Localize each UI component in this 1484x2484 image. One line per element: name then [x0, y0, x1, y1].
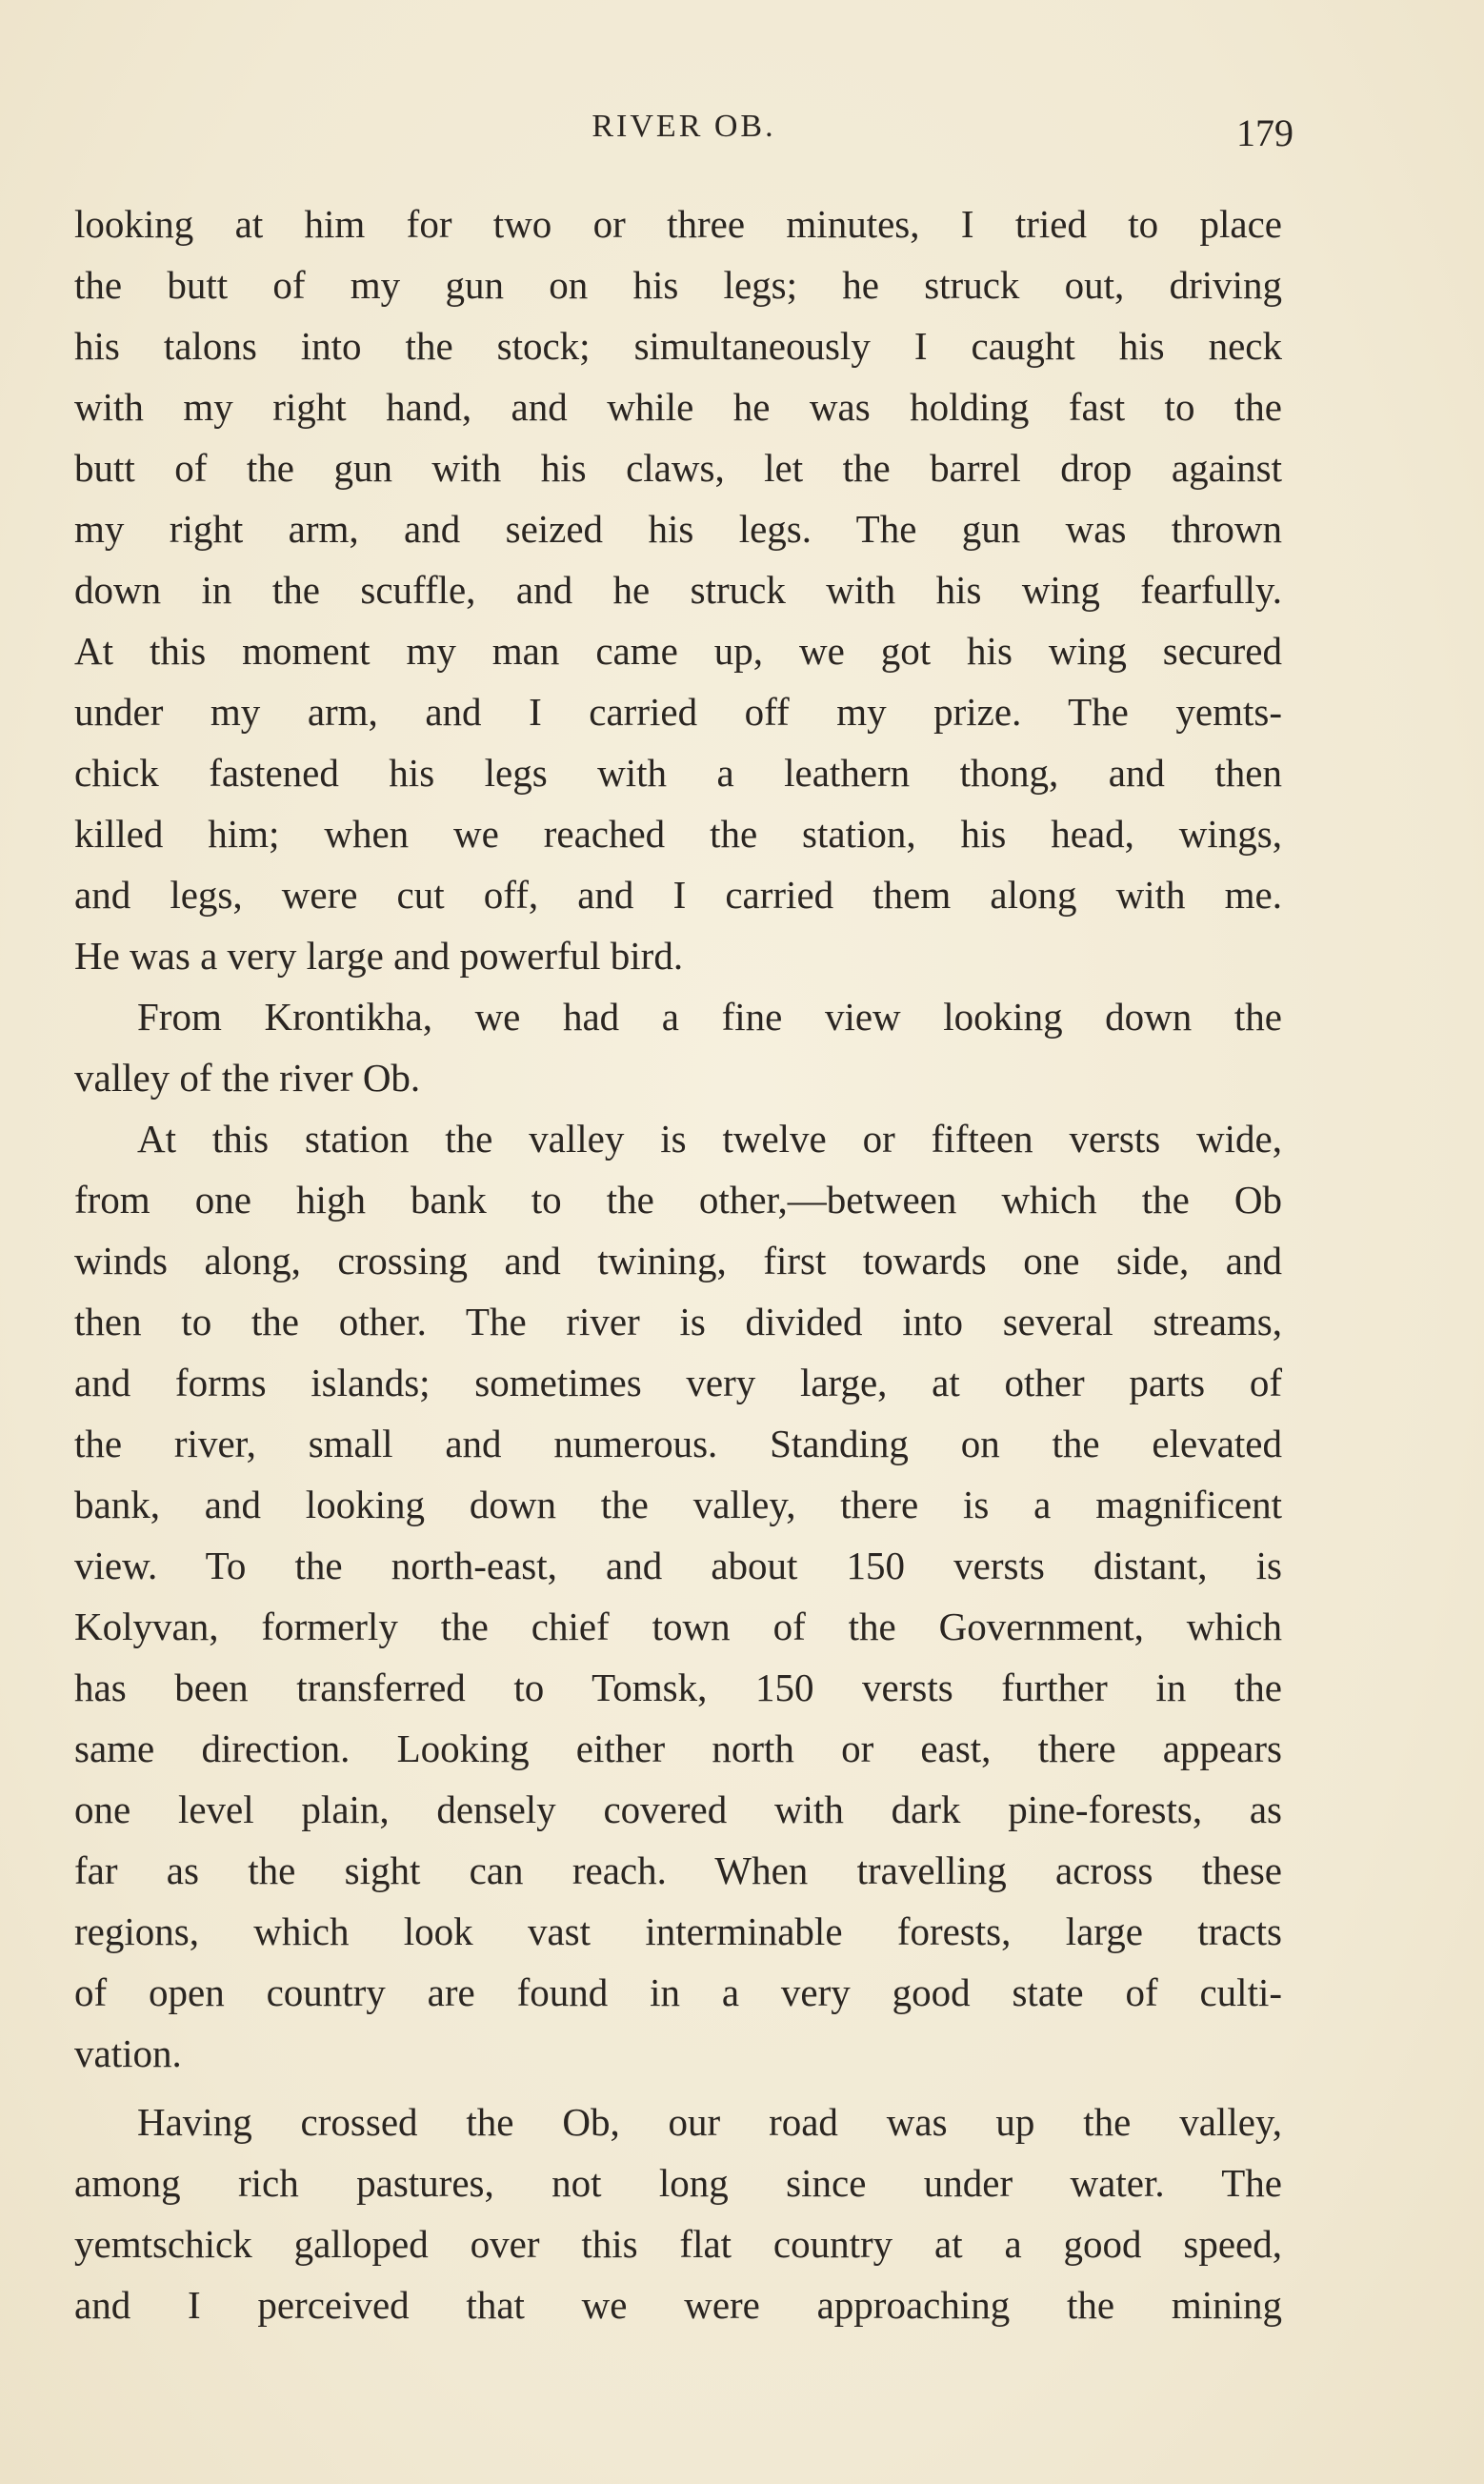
- text-line: yemtschick galloped over this flat country at a good speed,: [74, 2222, 1282, 2266]
- text-line: of open country are found in a very good state of culti-: [74, 1970, 1282, 2014]
- text-line: down in the scuffle, and he struck with his wing fearfully.: [74, 568, 1282, 612]
- text-line: and legs, were cut off, and I carried them along with me.: [74, 873, 1282, 917]
- text-line: At this moment my man came up, we got his wing secured: [74, 629, 1282, 673]
- text-line: the river, small and numerous. Standing on the elevated: [74, 1422, 1282, 1465]
- text-line: vation.: [74, 2031, 182, 2075]
- running-head: RIVER OB.: [592, 109, 776, 144]
- text-line: same direction. Looking either north or east, there appears: [74, 1727, 1282, 1770]
- text-line: the butt of my gun on his legs; he struck out, driving: [74, 263, 1282, 307]
- text-line: bank, and looking down the valley, there is a magnificent: [74, 1483, 1282, 1526]
- page-header: [74, 103, 1293, 160]
- text-line: one level plain, densely covered with dark pine-forests, as: [74, 1787, 1282, 1831]
- page-number: 179: [1236, 111, 1293, 154]
- text-line: regions, which look vast interminable forests, large tracts: [74, 1909, 1282, 1953]
- text-line: view. To the north-east, and about 150 versts distant, is: [74, 1544, 1282, 1587]
- text-line: Kolyvan, formerly the chief town of the Government, which: [74, 1605, 1282, 1648]
- text-line: winds along, crossing and twining, first towards one side, and: [74, 1239, 1282, 1282]
- paragraph-start-line: Having crossed the Ob, our road was up the valley,: [137, 2100, 1282, 2144]
- text-line: chick fastened his legs with a leathern thong, and then: [74, 751, 1282, 795]
- paragraph-start-line: At this station the valley is twelve or fifteen versts wide,: [137, 1117, 1282, 1161]
- text-line: with my right hand, and while he was holding fast to the: [74, 385, 1282, 429]
- text-line: He was a very large and powerful bird.: [74, 934, 684, 978]
- text-line: among rich pastures, not long since under water. The: [74, 2161, 1282, 2205]
- text-line: and forms islands; sometimes very large, at other parts of: [74, 1361, 1282, 1404]
- text-line: from one high bank to the other,—between which the Ob: [74, 1178, 1282, 1222]
- text-line: his talons into the stock; simultaneously I caught his neck: [74, 324, 1282, 368]
- text-line: then to the other. The river is divided into several streams,: [74, 1300, 1282, 1343]
- text-line: butt of the gun with his claws, let the barrel drop against: [74, 446, 1282, 490]
- text-line: has been transferred to Tomsk, 150 versts further in the: [74, 1666, 1282, 1709]
- text-line: and I perceived that we were approaching the mining: [74, 2283, 1282, 2327]
- text-line: looking at him for two or three minutes, I tried to place: [74, 202, 1282, 246]
- text-line: killed him; when we reached the station, his head, wings,: [74, 812, 1282, 856]
- paragraph-start-line: From Krontikha, we had a fine view looking down the: [137, 995, 1282, 1039]
- text-line: under my arm, and I carried off my prize. The yemts-: [74, 690, 1282, 734]
- text-line: far as the sight can reach. When travelling across these: [74, 1848, 1282, 1892]
- body-text: [74, 193, 1282, 2335]
- text-line: valley of the river Ob.: [74, 1056, 421, 1100]
- text-line: my right arm, and seized his legs. The gun was thrown: [74, 507, 1282, 551]
